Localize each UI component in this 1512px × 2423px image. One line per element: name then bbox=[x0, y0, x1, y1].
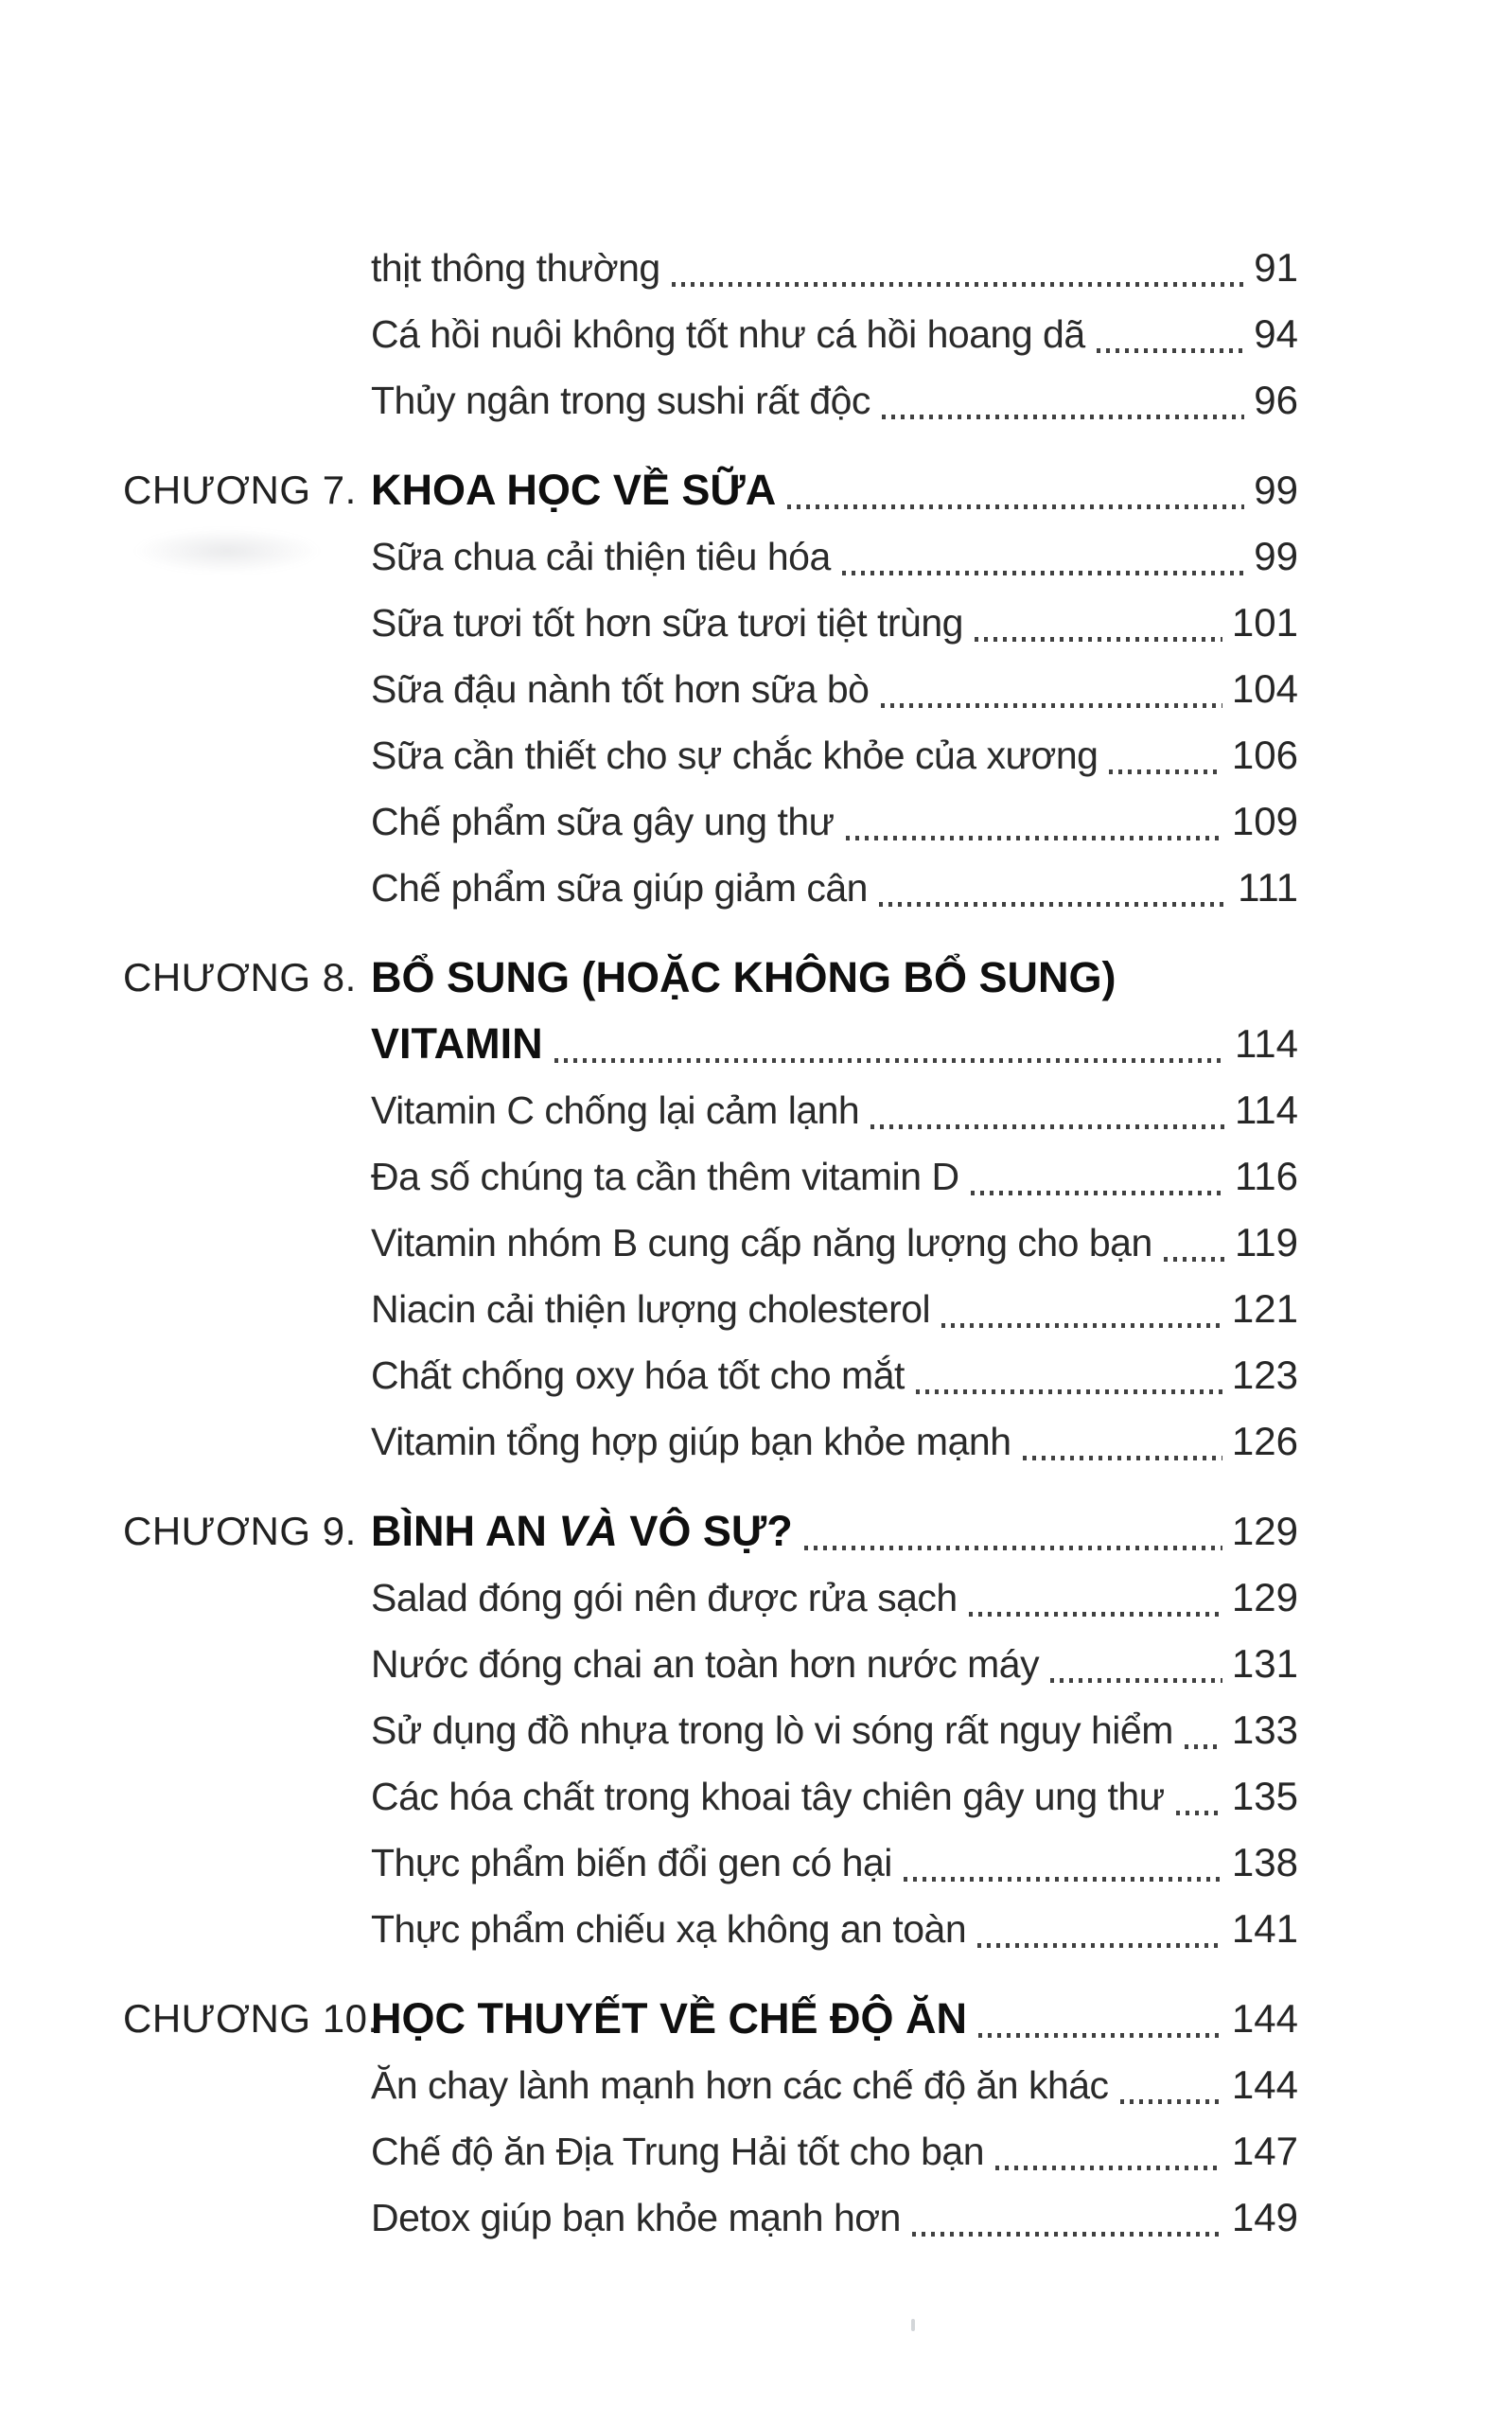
title-text: Salad đóng gói nên được rửa sạch bbox=[371, 1576, 958, 1619]
toc-row-main bbox=[371, 1143, 1298, 1210]
dot-leader bbox=[787, 504, 1244, 509]
chapter-label bbox=[123, 1143, 350, 1210]
toc-row-main bbox=[371, 1830, 1298, 1896]
title-text: Đa số chúng ta cần thêm vitamin D bbox=[371, 1155, 959, 1198]
title-text: Vitamin nhóm B cung cấp năng lượng cho bạn bbox=[371, 1221, 1152, 1265]
toc-row bbox=[0, 1830, 1512, 1896]
title-text: Thủy ngân trong sushi rất độc bbox=[371, 379, 870, 422]
dot-leader bbox=[879, 902, 1228, 907]
toc-row-main bbox=[371, 1408, 1298, 1475]
entry-title bbox=[371, 2052, 1109, 2118]
title-text: VÀ bbox=[558, 1507, 618, 1555]
entry-title bbox=[371, 1143, 959, 1210]
toc-row-main bbox=[371, 523, 1298, 590]
chapter-title bbox=[371, 1986, 967, 2052]
title-text: Chất chống oxy hóa tốt cho mắt bbox=[371, 1353, 905, 1397]
toc-row-main bbox=[371, 1276, 1298, 1342]
title-text: Vitamin C chống lại cảm lạnh bbox=[371, 1088, 860, 1132]
chapter-label bbox=[123, 235, 350, 301]
dot-leader bbox=[881, 703, 1222, 708]
chapter-label bbox=[123, 722, 350, 788]
title-text: Nước đóng chai an toàn hơn nước máy bbox=[371, 1642, 1040, 1686]
chapter-label bbox=[123, 1763, 350, 1830]
dot-leader bbox=[971, 1191, 1225, 1195]
dot-leader bbox=[969, 1612, 1222, 1617]
page-number: 99 bbox=[1254, 468, 1298, 512]
dot-leader bbox=[1109, 769, 1222, 774]
dot-leader bbox=[995, 2166, 1222, 2170]
title-text: HỌC THUYẾT VỀ CHẾ ĐỘ ĂN bbox=[371, 1994, 968, 2043]
chapter-label bbox=[123, 523, 350, 590]
toc-row bbox=[0, 1763, 1512, 1830]
toc-row-main bbox=[371, 945, 1298, 1011]
toc-row bbox=[0, 2052, 1512, 2118]
chapter-label bbox=[123, 855, 350, 921]
page-number: 114 bbox=[1235, 1021, 1298, 1066]
toc-row-main bbox=[371, 722, 1298, 788]
toc-row bbox=[0, 1011, 1512, 1077]
toc-row-main bbox=[371, 1342, 1298, 1408]
toc-row-main bbox=[371, 656, 1298, 722]
dot-leader bbox=[941, 1323, 1222, 1328]
title-text: Sữa tươi tốt hơn sữa tươi tiệt trùng bbox=[371, 601, 963, 645]
toc-row-main bbox=[371, 1565, 1298, 1631]
toc-row-main bbox=[371, 1210, 1298, 1276]
page-number: 104 bbox=[1231, 666, 1298, 711]
entry-title bbox=[371, 1565, 958, 1631]
toc-row-main bbox=[371, 367, 1298, 433]
entry-title bbox=[371, 855, 868, 921]
page-number: 126 bbox=[1231, 1419, 1298, 1463]
chapter-label: CHƯƠNG 8. bbox=[123, 955, 357, 999]
title-text: thịt thông thường bbox=[371, 246, 660, 290]
chapter-label bbox=[123, 1631, 350, 1697]
toc-row-main bbox=[371, 235, 1298, 301]
toc-row bbox=[0, 523, 1512, 590]
chapter-title bbox=[371, 945, 1116, 1011]
toc-row bbox=[0, 1896, 1512, 1962]
table-of-contents bbox=[0, 235, 1512, 2251]
chapter-label bbox=[123, 301, 350, 367]
page-number: 99 bbox=[1254, 534, 1298, 578]
toc-row-main bbox=[371, 855, 1298, 921]
toc-row-main bbox=[371, 457, 1298, 523]
dot-leader bbox=[978, 2033, 1222, 2038]
toc-row bbox=[0, 945, 1512, 1011]
toc-row bbox=[0, 1498, 1512, 1565]
toc-row bbox=[0, 1986, 1512, 2052]
chapter-label bbox=[123, 1697, 350, 1763]
page-number: 109 bbox=[1231, 799, 1298, 843]
page-number: 138 bbox=[1231, 1840, 1298, 1884]
dot-leader bbox=[846, 836, 1222, 840]
chapter-label bbox=[123, 1896, 350, 1962]
chapter-label: CHƯƠNG 9. bbox=[123, 1509, 357, 1553]
page-number: 131 bbox=[1231, 1641, 1298, 1686]
toc-row-main bbox=[371, 788, 1298, 855]
scan-speck bbox=[911, 2319, 915, 2331]
dot-leader bbox=[975, 637, 1222, 642]
page-number: 111 bbox=[1238, 865, 1298, 910]
title-text: BỔ SUNG (HOẶC KHÔNG BỔ SUNG) bbox=[371, 953, 1116, 1001]
chapter-label bbox=[123, 2184, 350, 2251]
entry-title bbox=[371, 1763, 1165, 1830]
dot-leader bbox=[870, 1124, 1225, 1129]
dot-leader bbox=[1164, 1257, 1225, 1262]
toc-row-main bbox=[371, 301, 1298, 367]
dot-leader bbox=[672, 282, 1245, 287]
page-number: 133 bbox=[1231, 1707, 1298, 1752]
chapter-label: CHƯƠNG 10. bbox=[123, 1996, 379, 2041]
page-number: 123 bbox=[1231, 1353, 1298, 1397]
dot-leader bbox=[1176, 1811, 1222, 1815]
chapter-label bbox=[123, 2118, 350, 2184]
title-text: KHOA HỌC VỀ SỮA bbox=[371, 466, 777, 514]
title-text: VÔ SỰ? bbox=[617, 1507, 793, 1555]
entry-title bbox=[371, 1276, 930, 1342]
title-text: Sữa chua cải thiện tiêu hóa bbox=[371, 535, 831, 578]
page-number: 121 bbox=[1231, 1286, 1298, 1331]
title-text: Thực phẩm chiếu xạ không an toàn bbox=[371, 1907, 967, 1951]
toc-row bbox=[0, 1697, 1512, 1763]
toc-row-main bbox=[371, 590, 1298, 656]
toc-row-main bbox=[371, 1697, 1298, 1763]
page-number: 114 bbox=[1235, 1088, 1298, 1132]
chapter-label bbox=[123, 1342, 350, 1408]
toc-row-main bbox=[371, 1077, 1298, 1143]
entry-title bbox=[371, 1896, 966, 1962]
chapter-label bbox=[123, 367, 350, 433]
entry-title bbox=[371, 2118, 984, 2184]
entry-title bbox=[371, 722, 1098, 788]
toc-row bbox=[0, 855, 1512, 921]
chapter-label bbox=[123, 2052, 350, 2118]
toc-row-main bbox=[371, 1011, 1298, 1077]
toc-row-main bbox=[371, 2184, 1298, 2251]
entry-title bbox=[371, 1830, 892, 1896]
chapter-label bbox=[123, 1210, 350, 1276]
toc-row bbox=[0, 788, 1512, 855]
dot-leader bbox=[916, 1389, 1222, 1394]
toc-row bbox=[0, 656, 1512, 722]
toc-row-main bbox=[371, 1631, 1298, 1697]
title-text: Thực phẩm biến đổi gen có hại bbox=[371, 1841, 892, 1884]
toc-row bbox=[0, 722, 1512, 788]
page-number: 129 bbox=[1231, 1575, 1298, 1619]
dot-leader bbox=[804, 1546, 1222, 1550]
page-number: 119 bbox=[1235, 1220, 1298, 1265]
title-text: Sử dụng đồ nhựa trong lò vi sóng rất nguy hiểm bbox=[371, 1708, 1173, 1752]
toc-row bbox=[0, 1631, 1512, 1697]
toc-row bbox=[0, 1276, 1512, 1342]
page-number: 96 bbox=[1254, 378, 1298, 422]
title-text: Detox giúp bạn khỏe mạnh hơn bbox=[371, 2196, 901, 2239]
entry-title bbox=[371, 1697, 1173, 1763]
title-text: Ăn chay lành mạnh hơn các chế độ ăn khác bbox=[371, 2063, 1109, 2107]
page-number: 141 bbox=[1231, 1906, 1298, 1951]
dot-leader bbox=[554, 1058, 1225, 1063]
page-number: 91 bbox=[1254, 245, 1298, 290]
toc-row-main bbox=[371, 2052, 1298, 2118]
chapter-label bbox=[123, 1276, 350, 1342]
page-number: 149 bbox=[1231, 2195, 1298, 2239]
chapter-label: CHƯƠNG 7. bbox=[123, 468, 357, 512]
title-text: VITAMIN bbox=[371, 1019, 543, 1068]
dot-leader bbox=[1120, 2099, 1222, 2104]
entry-title bbox=[371, 1342, 905, 1408]
toc-row bbox=[0, 590, 1512, 656]
chapter-label bbox=[123, 788, 350, 855]
title-text: Cá hồi nuôi không tốt như cá hồi hoang dã bbox=[371, 312, 1085, 356]
toc-row bbox=[0, 1342, 1512, 1408]
toc-row-main bbox=[371, 1763, 1298, 1830]
dot-leader bbox=[842, 571, 1244, 575]
chapter-label bbox=[123, 1830, 350, 1896]
title-text: Chế độ ăn Địa Trung Hải tốt cho bạn bbox=[371, 2130, 985, 2173]
page-number: 135 bbox=[1231, 1774, 1298, 1818]
entry-title bbox=[371, 1408, 1011, 1475]
entry-title bbox=[371, 367, 870, 433]
chapter-title bbox=[371, 1011, 543, 1077]
toc-row bbox=[0, 1210, 1512, 1276]
entry-title bbox=[371, 2184, 901, 2251]
entry-title bbox=[371, 301, 1085, 367]
toc-row bbox=[0, 235, 1512, 301]
entry-title bbox=[371, 788, 835, 855]
chapter-label bbox=[123, 1565, 350, 1631]
toc-row-main bbox=[371, 1986, 1298, 2052]
dot-leader bbox=[1023, 1456, 1222, 1460]
page-number: 144 bbox=[1231, 1996, 1298, 2041]
dot-leader bbox=[1097, 348, 1245, 353]
toc-row bbox=[0, 1565, 1512, 1631]
page-number: 94 bbox=[1254, 311, 1298, 356]
page-number: 116 bbox=[1235, 1154, 1298, 1198]
toc-row bbox=[0, 1077, 1512, 1143]
chapter-label bbox=[123, 1408, 350, 1475]
title-text: Chế phẩm sữa gây ung thư bbox=[371, 800, 835, 843]
toc-row bbox=[0, 2118, 1512, 2184]
page-number: 101 bbox=[1231, 600, 1298, 645]
entry-title bbox=[371, 1210, 1152, 1276]
toc-row bbox=[0, 457, 1512, 523]
entry-title bbox=[371, 590, 963, 656]
entry-title bbox=[371, 235, 660, 301]
page-number: 144 bbox=[1231, 2062, 1298, 2107]
dot-leader bbox=[1050, 1678, 1222, 1683]
dot-leader bbox=[882, 415, 1244, 419]
dot-leader bbox=[912, 2232, 1222, 2237]
title-text: Chế phẩm sữa giúp giảm cân bbox=[371, 866, 868, 910]
title-text: Sữa cần thiết cho sự chắc khỏe của xương bbox=[371, 734, 1099, 777]
page-number: 129 bbox=[1231, 1509, 1298, 1553]
chapter-label bbox=[123, 656, 350, 722]
title-text: Vitamin tổng hợp giúp bạn khỏe mạnh bbox=[371, 1420, 1011, 1463]
entry-title bbox=[371, 1077, 859, 1143]
toc-row bbox=[0, 2184, 1512, 2251]
dot-leader bbox=[904, 1877, 1222, 1882]
dot-leader bbox=[1185, 1744, 1222, 1749]
chapter-title bbox=[371, 457, 776, 523]
title-text: Niacin cải thiện lượng cholesterol bbox=[371, 1287, 931, 1331]
toc-row-main bbox=[371, 2118, 1298, 2184]
page-number: 106 bbox=[1231, 733, 1298, 777]
entry-title bbox=[371, 1631, 1039, 1697]
chapter-label bbox=[123, 1077, 350, 1143]
toc-row bbox=[0, 367, 1512, 433]
toc-row-main bbox=[371, 1896, 1298, 1962]
entry-title bbox=[371, 656, 870, 722]
chapter-title bbox=[371, 1498, 793, 1565]
page-number: 147 bbox=[1231, 2129, 1298, 2173]
chapter-label bbox=[123, 1011, 350, 1077]
chapter-label bbox=[123, 590, 350, 656]
title-text: Các hóa chất trong khoai tây chiên gây ung thư bbox=[371, 1775, 1165, 1818]
toc-row bbox=[0, 301, 1512, 367]
title-text: BÌNH AN bbox=[371, 1507, 559, 1555]
toc-row bbox=[0, 1408, 1512, 1475]
entry-title bbox=[371, 523, 831, 590]
title-text: Sữa đậu nành tốt hơn sữa bò bbox=[371, 667, 870, 711]
toc-row bbox=[0, 1143, 1512, 1210]
dot-leader bbox=[977, 1943, 1222, 1948]
toc-row-main bbox=[371, 1498, 1298, 1565]
